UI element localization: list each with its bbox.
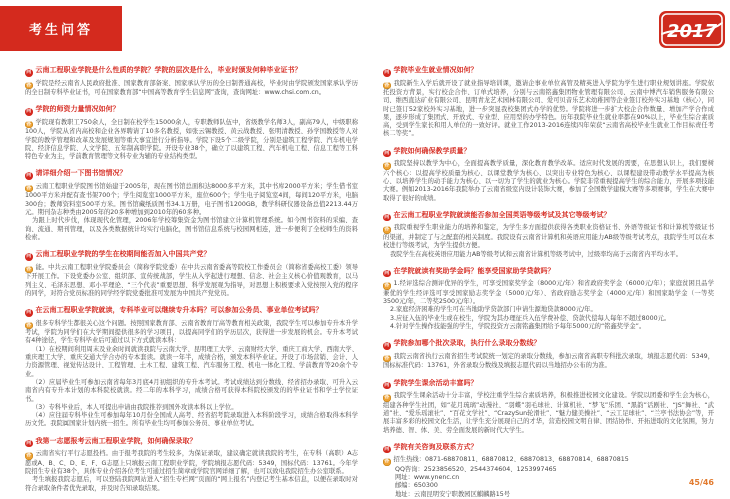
answer-paragraph: 答 我院学生课余活动十分丰富，学校注重学生综合素质培养，积极推进校园文化建设。学院以团委和学生会为核心，组建各种学生社团，如“花月琉璃”动漫社、“羽蝶”羽毛球社、计算机社、“梦飞”乐团、“黑韵”话剧社、“JS”舞社、“武道”社、“爱乐瑶滚社”、“百花文学社”、“CrazySun轮滑社”、“魅力健美操社”、“云工足球社”、“兰亭书法协会”等，开展丰富多彩的校园文化生活，让学生充分展现自己的才华，营造校园文明自律、团结协作、开拓进取的文化氛围，努力培养德、智、体、美、劳全面发展的新时代大学生。 xyxy=(383,392,714,434)
answer-icon: 答 xyxy=(384,458,390,465)
question: 问 我第一志愿报考云南工程职业学院，如何确保录取？ xyxy=(26,436,197,446)
question: 问 学院有关咨询及联系方式？ xyxy=(384,442,478,452)
answer-subparagraph: 为跟上时代步伐，体现现代化管理，2006年学校筹集资金为图书馆建立计算机管理系统。如今图书资料的采编、查询、流通、期刊管理，以及各类数据统计均实行电脑化，图书馆信息系统与校园网相连，进一步便利了全校师生的资料检索。 xyxy=(25,217,358,241)
answer-icon: 答 xyxy=(26,265,32,272)
answer-subparagraph: 2.家庭经济困难的学生可在当地助学贷款部门申请生源地贷款8000元/年。 xyxy=(390,306,597,314)
answer-icon: 答 xyxy=(384,282,390,289)
question-icon: 问 xyxy=(26,439,32,446)
answer-subparagraph: 3.应征入伍的毕业生或在校生，学院为其办理征兵入伍学费补偿、贷款代偿每人每年不超过8000元。 xyxy=(390,314,671,322)
question-icon: 问 xyxy=(384,342,390,349)
answer-icon: 答 xyxy=(384,226,390,233)
answer-subparagraph: （1）在校期间利用周末及业余时间就读我院与云南大学、昆明理工大学、云南财经大学、重庆工商大学、西南大学、重庆理工大学、重庆交通大学合办的专本套读。就读一年半，成绩合格，颁发本科毕业证。开设了市场营销、会计、人力资源管理、视觉传达设计、工程管理、土木工程、建筑工程、汽车服务工程、机电一体化工程、学前教育等20余个专业。 xyxy=(25,345,358,378)
answer-subparagraph: 邮编：650300 xyxy=(395,482,438,490)
answer-icon: 答 xyxy=(26,184,32,191)
page-number: 45/46 xyxy=(688,478,714,487)
answer-paragraph: 答 云南工程职业学院图书馆始建于2005年，现在图书馆总面积达8000多平方米，其中书库2000平方米；学生借书室1000平方米并配有查书架700个；学生阅览室1000平方米，座位600个；学生电子阅览室4间，每间120平方米，电脑300台；教师资料室500平方米。图书馆藏纸质图书34.1万册，电子图书1200GB，教学科研仪器设备总值2213.44万元。期刊杂志种类由2005年的20多种增加到2010年的60多种。 xyxy=(25,182,358,217)
question-icon: 问 xyxy=(26,69,32,75)
question: 问 学院如何确保教学质量？ xyxy=(384,146,471,156)
question: 问 请详细介绍一下图书馆情况？ xyxy=(26,169,127,179)
qa-item xyxy=(25,66,358,97)
answer-paragraph: 答 学院是经云南省人民政府批准、国家教育部备案、国家承认学历的全日制普通高校，毕业时由学院颁发国家承认学历的全日制专科毕业证书，可在国家教育部“中国高等教育学生信息网”查询，查询网址：www.chsi.com.cn。 xyxy=(25,79,358,96)
answer-icon: 答 xyxy=(26,81,32,88)
answer-subparagraph: 网址：www.ynenc.cn xyxy=(395,474,460,482)
answer-subparagraph: （2）应届毕业生可参加云南省每年3月底4月初组织的专升本考试。考试成绩达到分数线、经省招办录取、可升入云南省内有专升本计划的本科院校就读。经二年的本科学习，成绩合格可获得本科院校颁发的的毕业证书和学士学位证书。 xyxy=(25,378,358,403)
answer-subparagraph: 地址：云南昆明安宁职教园区麒麟路15号 xyxy=(395,490,511,498)
answer-icon: 答 xyxy=(384,162,390,169)
answer-paragraph: 答 1.经评选综合测评优异的学生，可享受国家奖学金（8000元/年）和省政府奖学金（6000元/年）；家庭贫困且品学兼优的学生经评选可享受国家励志奖学金（5000元/年）、省政府励志奖学金（4000元/年）和国家助学金（一等奖3500元/年，二等奖2500元/年）。 xyxy=(383,280,714,306)
answer-paragraph: 答 我院云南省执行云南省招生考试院统一划定的录取分数线，参加云南省高职专科批次录取，填报志愿代码：5349，国标标准代码：13761，外省录取分数线及填报志愿代码以当地招办公布的为准。 xyxy=(383,352,714,370)
answer-icon: 答 xyxy=(384,354,390,361)
qa-item xyxy=(25,437,358,493)
question-icon: 问 xyxy=(384,69,390,75)
answer-paragraph: 答 学院现有教职工750余人，全日制在校学生15000余人，专职教师队伍中，省级教学名师3人，副高79人，中级职称100人，学院从省内高校和企业各界聘请了10多名教授，如张云锡教授、黄云战教授、张明清教授、孙学国教授等人对学院的教学管理和改革及发展规划等重大事宜进行分析指导。学院下设5个二级学院，分别是建筑工程学院、汽车机电学院、经济信息学院、人文学院、五年制高职学院。开设专业38个，确立了以建筑工程、汽车机电工程、信息工程等工科特色专业为主，学前教育管理等文科专业为辅的专业结构类型。 xyxy=(25,118,358,161)
qa-item xyxy=(25,250,358,298)
question: 问 学院毕业生就业情况如何？ xyxy=(384,66,478,75)
qa-item xyxy=(383,147,714,203)
answer-subparagraph: 我院学生在高校英语应用能力AB等级考试和云南省计算机等级考试中，过级率均高于云南省内平均水平。 xyxy=(390,250,682,258)
qa-item xyxy=(25,169,358,242)
question: 问 学院的师资力量情况如何？ xyxy=(26,105,120,115)
page-header-bar xyxy=(0,6,122,51)
question-icon: 问 xyxy=(384,381,390,388)
answer-subparagraph: QQ咨询：2523856520、2544374604、1253997465 xyxy=(395,465,557,473)
question: 问 学院参加哪个批次录取，执行什么录取分数线？ xyxy=(384,339,541,349)
question-icon: 问 xyxy=(26,172,32,179)
answer-paragraph: 答 我院重视学生职业能力的培养和鉴定，为学生多方面提供获得各类职业资格证书、外语等级证书和计算机等级证书的渠道，并制定了与之配套的相关制度。我院设有云南省计算机和英语应用能力AB级等级考试考点，我院学生可以在本校进行等级考试，为学生提供方便。 xyxy=(383,224,714,250)
question: 问 云南工程职业学院的学生在校期间能否加入中国共产党？ xyxy=(26,250,211,260)
question-icon: 问 xyxy=(384,149,390,156)
qa-item xyxy=(383,443,714,499)
question-icon: 问 xyxy=(26,253,32,260)
qa-item xyxy=(383,379,714,435)
question: 问 学院学生课余活动丰富吗？ xyxy=(384,378,478,388)
question-icon: 问 xyxy=(384,213,390,220)
answer-icon: 答 xyxy=(26,452,32,459)
question-icon: 问 xyxy=(384,445,390,452)
qa-item xyxy=(383,66,714,139)
answer-paragraph: 答 招生热线：0871-68870811、68870812、68870813、68870814、68870815 xyxy=(384,456,629,465)
question: 问 在云南工程职业学院就读，专科毕业可以继续专升本吗？可以参加公务员、事业单位考试吗？ xyxy=(26,306,323,316)
qa-item xyxy=(383,211,714,259)
year-text: 2017 xyxy=(666,21,718,42)
question: 问 云南工程职业学院是什么性质的学院？学院的层次是什么，毕业时颁发何种毕业证书？ xyxy=(26,66,302,75)
question-icon: 问 xyxy=(26,309,32,316)
question: 问 在学院就读有奖助学金吗？能享受国家助学贷款吗？ xyxy=(384,266,555,276)
answer-paragraph: 答 我院坚持以教学为中心，全面提高教学质量，深化教育教学改革。适应时代发展的需要，在思想认识上，我们要树六个核心：以提高学校质量为核心、以课堂教学为核心、以突出专业特色为核心、以课程建设带动教学水平提高为核心、以培养学生的动手能力为核心、以一切为了学生的就业为核心。学院非常重视提高学生的综合能力，开展多项技能大赛。例如2013-2016年我院举办了云南省级室内设计装饰大赛，参加了全国数学建模大赛等多项赛事，学生在大赛中取得了很好的成绩。 xyxy=(383,160,714,202)
answer-paragraph: 答 能。中共云南工程职业学院委员会（简称学院党委）在中共云南省委高等院校工作委员会（简称省委高校工委）领导下开展工作。下设党委办公室、组织部、宣传统战部，学生从入学起进行理想、信念、社会主义核心价值观教育，以马列主义、毛泽东思想、邓小平理论、“三个代表”重要思想、科学发展观为指导，对思想上积极要求入党按照入党的程序的同学，对符合党员标准的同学经学院党委批准可发展为中国共产党党员。 xyxy=(25,263,358,297)
qa-item xyxy=(25,306,358,429)
qa-item xyxy=(25,105,358,161)
answer-icon: 答 xyxy=(384,81,390,88)
answer-paragraph: 答 云南省实行平行志愿投档。由于报考我院的考生较多，为保证录取，建议确定就读我院的考生，在专科（高职）A志愿或A、B、C、D、E、F、G志愿上只填报云南工程职业学院，学院填报志愿代码：5349，国标代码：13761。今年学院招生专业有38个，具体专业介绍各位考生可通过招生简章或学院官网详细了解，也可以致电我院招生办公室联系。 xyxy=(25,450,358,476)
qa-column-left xyxy=(25,66,358,499)
question-icon: 问 xyxy=(26,108,32,115)
answer-subparagraph: 4.针对学生操作技能强的学生，学院投资方云南铭鑫集团给予每年5000元的“铭鑫奖学金”。 xyxy=(390,323,646,331)
answer-paragraph: 答 很多专科学生都很关心这个问题。按照国家教育部、云南省教育厅高等教育相关政策，我院学生可以参加专升本升学考试，学院为同学们在大学期间提供很多的学习项目，以提高同学们的学历层次，获得进一步发展的机会。专升本考试有4种途径，学生专科毕业后可通过以下方式就读本科： xyxy=(25,319,358,345)
answer-icon: 答 xyxy=(26,321,32,328)
question-icon: 问 xyxy=(384,269,390,276)
answer-subparagraph: （3）专科毕业后，本人可提出申请由我院推荐到国外攻读本科以上学位。 xyxy=(32,403,238,411)
qa-item xyxy=(383,267,714,331)
answer-icon: 答 xyxy=(384,394,390,401)
answer-subparagraph: 考生填报我院志愿后，可以登陆我院网站进入“招生专栏网”页面的“网上报名”内登记考生基本信息，以便在录取时对符合录取条件者优先录取，并及时告知录取结果。 xyxy=(25,476,358,492)
qa-column-right xyxy=(383,66,714,499)
answer-icon: 答 xyxy=(26,120,32,127)
page-title: 考生问答 xyxy=(28,23,93,38)
answer-subparagraph: （4）应往届专科毕业生可参加每年10月份全国成人高考、经省招考院录取进入本科阶段学习，成绩合格取得本科学历文凭。我院属国家计划内统一招生。所有毕业生均可参加公务员、事业单位考试。 xyxy=(25,412,358,428)
question: 问 在云南工程职业学院就读能否参加全国英语等级考试及其它等级考试？ xyxy=(384,210,611,220)
qa-item xyxy=(383,339,714,370)
year-2017-badge xyxy=(659,11,725,48)
answer-paragraph: 答 我院新生入学后就开设了就业指导培训课，邀请企事业单位高管及精英进入学院为学生进行职业规划讲座。学院依托投资方背景，实行校企合作、订单式培养，分别与云南铭鑫集团物业管理有限公司、云南中博汽车销售服务有限公司、维西直达矿业有限公司、昆明青龙艺术园林有限公司、爱可贝音乐艺术幼稚园等企业签订校外实习基地（核心），同时已签订52家校外实习基地，进一步突显我校集团式办学的优势。学院将进一步扩大校企合作数量、增加产学合作成果，逐步形成了集团式、开放式、专业型、应用型的办学特色。历年我院毕业生就业率都在90%以上，毕业生综合素质高，受到学生家长和用人单位的一致好评。就业工作2013-2016连续四年荣获“云南省高校毕业生就业工作目标责任考核二等奖”。 xyxy=(383,79,714,138)
